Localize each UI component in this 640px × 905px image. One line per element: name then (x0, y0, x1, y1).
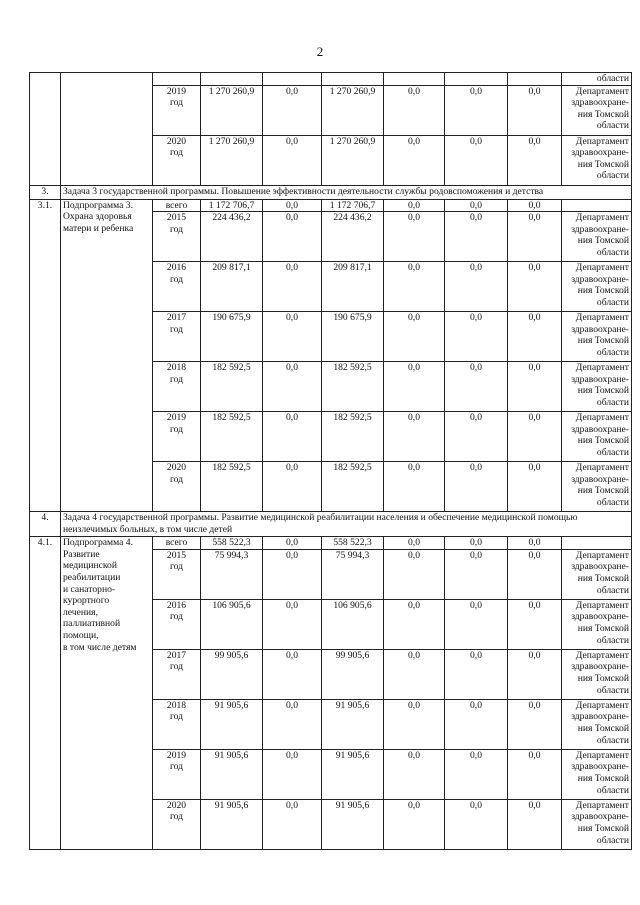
total-cell: 1 270 260,9 (201, 135, 263, 185)
year-cell: 2020 год (153, 799, 201, 849)
value-cell: 91 905,6 (322, 699, 384, 749)
value-cell: 224 436,2 (322, 212, 384, 262)
value-cell: 0,0 (263, 599, 322, 649)
value-cell: 0,0 (263, 799, 322, 849)
task-title: Задача 3 государственной программы. Повышение эффективности деятельности службы родовспоможения и детства (61, 185, 632, 199)
value-cell: 0,0 (445, 462, 508, 512)
dept-cell: Департамент здравоохране- ния Томской области (562, 85, 632, 135)
value-cell: 0,0 (263, 549, 322, 599)
total-cell: 558 522,3 (201, 537, 263, 550)
total-cell: 190 675,9 (201, 312, 263, 362)
value-cell: 0,0 (508, 135, 562, 185)
table-row (30, 537, 632, 550)
value-cell: 0,0 (263, 212, 322, 262)
year-cell: 2015 год (153, 549, 201, 599)
value-cell: 0,0 (384, 599, 445, 649)
value-cell: 0,0 (508, 537, 562, 550)
value-cell: 0,0 (445, 362, 508, 412)
dept-cell: Департамент здравоохране- ния Томской области (562, 749, 632, 799)
dept-cell: Департамент здравоохране- ния Томской области (562, 412, 632, 462)
value-cell: 182 592,5 (322, 412, 384, 462)
dept-cell: Департамент здравоохране- ния Томской области (562, 699, 632, 749)
value-cell: 0,0 (445, 85, 508, 135)
value-cell: 0,0 (445, 212, 508, 262)
total-cell: 106 905,6 (201, 599, 263, 649)
value-cell: 0,0 (263, 262, 322, 312)
value-cell: 209 817,1 (322, 262, 384, 312)
year-cell: 2016 год (153, 262, 201, 312)
budget-table (29, 72, 632, 850)
total-label: всего (153, 537, 201, 550)
total-cell: 91 905,6 (201, 749, 263, 799)
value-cell: 0,0 (384, 462, 445, 512)
value-cell: 0,0 (384, 212, 445, 262)
value-cell: 0,0 (263, 135, 322, 185)
value-cell: 0,0 (445, 262, 508, 312)
value-cell: 0,0 (384, 749, 445, 799)
value-cell: 0,0 (445, 412, 508, 462)
value-cell: 0,0 (384, 312, 445, 362)
year-cell: 2019 год (153, 749, 201, 799)
value-cell: 0,0 (384, 412, 445, 462)
value-cell: 0,0 (263, 199, 322, 212)
year-cell: 2017 год (153, 649, 201, 699)
dept-cell: Департамент здравоохране- ния Томской области (562, 312, 632, 362)
year-cell: 2019 год (153, 412, 201, 462)
value-cell: 1 270 260,9 (322, 135, 384, 185)
value-cell: 0,0 (384, 537, 445, 550)
year-cell: 2015 год (153, 212, 201, 262)
value-cell: 1 270 260,9 (322, 85, 384, 135)
dept-cell: Департамент здравоохране- ния Томской области (562, 599, 632, 649)
value-cell: 0,0 (384, 799, 445, 849)
total-cell: 182 592,5 (201, 412, 263, 462)
value-cell: 0,0 (508, 85, 562, 135)
value-cell: 0,0 (445, 549, 508, 599)
value-cell: 0,0 (508, 699, 562, 749)
task-row (30, 512, 632, 537)
value-cell: 0,0 (384, 649, 445, 699)
value-cell: 190 675,9 (322, 312, 384, 362)
value-cell: 0,0 (445, 199, 508, 212)
value-cell: 0,0 (445, 699, 508, 749)
task-number: 4. (30, 512, 61, 537)
dept-cell: Департамент здравоохране- ния Томской области (562, 135, 632, 185)
value-cell: 0,0 (508, 262, 562, 312)
table-row (30, 199, 632, 212)
total-cell: 99 905,6 (201, 649, 263, 699)
dept-cell: Департамент здравоохране- ния Томской области (562, 649, 632, 699)
name-cell (61, 73, 153, 186)
value-cell: 0,0 (384, 199, 445, 212)
year-cell: 2020 год (153, 462, 201, 512)
table-row (30, 73, 632, 86)
value-cell: 0,0 (445, 799, 508, 849)
subprogram-number: 4.1. (30, 537, 61, 850)
dept-cell: Департамент здравоохране- ния Томской области (562, 362, 632, 412)
value-cell: 0,0 (445, 599, 508, 649)
dept-cell: Департамент здравоохране- ния Томской области (562, 462, 632, 512)
value-cell: 0,0 (263, 362, 322, 412)
total-cell: 1 172 706,7 (201, 199, 263, 212)
value-cell: 106 905,6 (322, 599, 384, 649)
total-cell: 1 270 260,9 (201, 85, 263, 135)
value-cell: 0,0 (384, 362, 445, 412)
total-cell: 209 817,1 (201, 262, 263, 312)
value-cell: 0,0 (384, 262, 445, 312)
value-cell: 0,0 (508, 212, 562, 262)
value-cell: 0,0 (445, 649, 508, 699)
year-cell: 2016 год (153, 599, 201, 649)
value-cell: 1 172 706,7 (322, 199, 384, 212)
value-cell: 0,0 (263, 649, 322, 699)
value-cell: 0,0 (508, 749, 562, 799)
value-cell: 0,0 (263, 412, 322, 462)
value-cell: 182 592,5 (322, 362, 384, 412)
year-cell: 2020 год (153, 135, 201, 185)
value-cell: 0,0 (445, 135, 508, 185)
year-cell: 2017 год (153, 312, 201, 362)
value-cell: 0,0 (508, 462, 562, 512)
value-cell: 0,0 (263, 85, 322, 135)
value-cell: 182 592,5 (322, 462, 384, 512)
value-cell: 0,0 (263, 537, 322, 550)
subprogram-number: 3.1. (30, 199, 61, 512)
value-cell: 0,0 (508, 412, 562, 462)
value-cell: 0,0 (508, 799, 562, 849)
value-cell: 99 905,6 (322, 649, 384, 699)
value-cell: 0,0 (445, 749, 508, 799)
year-cell: 2018 год (153, 362, 201, 412)
value-cell: 0,0 (508, 199, 562, 212)
value-cell: 0,0 (263, 462, 322, 512)
value-cell: 558 522,3 (322, 537, 384, 550)
value-cell: 0,0 (508, 599, 562, 649)
year-cell: 2018 год (153, 699, 201, 749)
total-cell: 182 592,5 (201, 362, 263, 412)
value-cell: 0,0 (384, 85, 445, 135)
value-cell: 91 905,6 (322, 799, 384, 849)
value-cell: 75 994,3 (322, 549, 384, 599)
value-cell: 0,0 (508, 362, 562, 412)
task-row (30, 185, 632, 199)
task-number: 3. (30, 185, 61, 199)
num-cell (30, 73, 61, 186)
value-cell: 0,0 (508, 312, 562, 362)
value-cell: 0,0 (508, 649, 562, 699)
value-cell: 0,0 (384, 135, 445, 185)
value-cell: 0,0 (445, 312, 508, 362)
value-cell: 91 905,6 (322, 749, 384, 799)
dept-cell: Департамент здравоохране- ния Томской области (562, 799, 632, 849)
total-cell: 75 994,3 (201, 549, 263, 599)
value-cell: 0,0 (508, 549, 562, 599)
dept-cell: области (562, 73, 632, 86)
value-cell: 0,0 (263, 749, 322, 799)
total-label: всего (153, 199, 201, 212)
value-cell: 0,0 (263, 699, 322, 749)
subprogram-name: Подпрограмма 3. Охрана здоровья матери и ребенка (61, 199, 153, 512)
value-cell: 0,0 (384, 549, 445, 599)
value-cell: 0,0 (384, 699, 445, 749)
total-cell: 91 905,6 (201, 699, 263, 749)
total-cell: 91 905,6 (201, 799, 263, 849)
total-cell: 224 436,2 (201, 212, 263, 262)
page-number: 2 (316, 44, 324, 59)
dept-cell: Департамент здравоохране- ния Томской области (562, 262, 632, 312)
dept-cell: Департамент здравоохране- ния Томской области (562, 212, 632, 262)
year-cell: 2019 год (153, 85, 201, 135)
value-cell: 0,0 (263, 312, 322, 362)
total-cell: 182 592,5 (201, 462, 263, 512)
dept-cell: Департамент здравоохране- ния Томской области (562, 549, 632, 599)
value-cell: 0,0 (445, 537, 508, 550)
task-title: Задача 4 государственной программы. Развитие медицинской реабилитации населения и обеспечение медицинской помощью неизлечимых больных, в том числе детей (61, 512, 632, 537)
subprogram-name: Подпрограмма 4. Развитие медицинской реабилитации и санаторно- курортного лечения, паллиативной помощи, в том числе детям (61, 537, 153, 850)
